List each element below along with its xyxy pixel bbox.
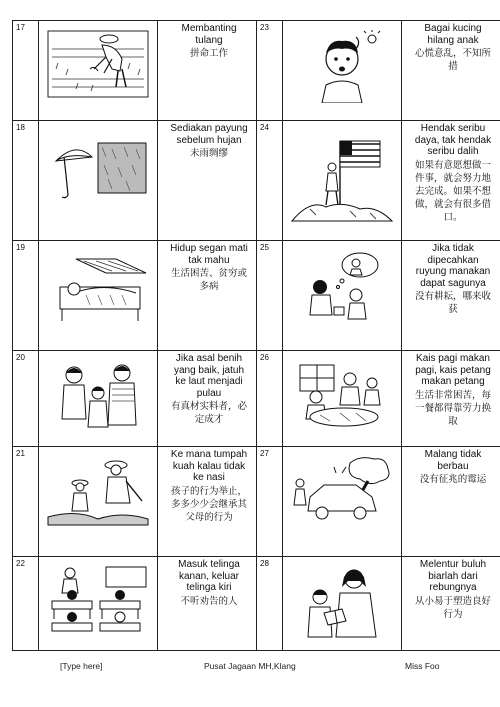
chinese-meaning: 没有耕耘，哪来收获 [414, 291, 491, 315]
malay-proverb: Jika asal benih yang baik, jatuh ke laut menjadi pulau [173, 353, 245, 399]
chinese-meaning: 孩子的行为举止，多多少少会继承其父母的行为 [170, 485, 247, 523]
illustration-cell [39, 241, 158, 351]
footer-placeholder: [Type here] [60, 661, 103, 671]
proverb-cell [158, 121, 257, 241]
row-number: 18 [13, 121, 39, 241]
farmer-planting-rice-icon [46, 29, 150, 99]
malay-proverb: Jika tidak dipecahkan ruyung manakan dapat sagunya [415, 243, 491, 289]
illustration-cell [283, 351, 402, 447]
chinese-meaning: 心慌意乱，不知所措 [414, 48, 491, 72]
sick-man-in-bed-icon [46, 255, 150, 325]
table-row [13, 447, 500, 557]
flag-on-mountain-icon [290, 129, 394, 225]
chinese-meaning: 如果有意愿想做一件事，就会努力地去完成。如果不想做，就会有很多借口。 [414, 159, 491, 223]
row-number: 24 [257, 121, 283, 241]
illustration-cell [39, 557, 158, 651]
row-number: 26 [257, 351, 283, 447]
proverb-cell [158, 241, 257, 351]
row-number: 21 [13, 447, 39, 557]
proverb-cell [402, 121, 500, 241]
row-number: 23 [257, 21, 283, 121]
illustration-cell [283, 557, 402, 651]
malay-proverb: Membanting tulang [181, 23, 237, 46]
row-number: 22 [13, 557, 39, 651]
proverb-cell [158, 21, 257, 121]
row-number: 25 [257, 241, 283, 351]
illustration-cell [39, 447, 158, 557]
row-number: 27 [257, 447, 283, 557]
malay-proverb: Bagai kucing hilang anak [424, 23, 482, 46]
proverb-cell [402, 241, 500, 351]
classroom-icon [46, 563, 150, 641]
malay-proverb: Hendak seribu daya, tak hendak seribu dalih [414, 123, 492, 157]
family-eating-icon [290, 359, 394, 435]
table-row [13, 351, 500, 447]
thinking-students-icon [290, 249, 394, 327]
malay-proverb: Masuk telinga kanan, keluar telinga kiri [178, 559, 240, 593]
table-row [13, 121, 500, 241]
chinese-meaning: 从小易于塑造良好行为 [414, 595, 491, 620]
footer-center-text: Pusat Jagaan MH,Klang [204, 661, 296, 671]
proverb-cell [402, 557, 500, 651]
malay-proverb: Sediakan payung sebelum hujan [170, 123, 248, 146]
table-row [13, 21, 500, 121]
mother-reading-child-icon [290, 563, 394, 641]
table-row [13, 557, 500, 651]
row-number: 28 [257, 557, 283, 651]
illustration-cell [283, 447, 402, 557]
chinese-meaning: 没有征兆的霉运 [419, 474, 487, 485]
malay-proverb: Melentur buluh biarlah dari rebungnya [419, 559, 487, 593]
row-number: 17 [13, 21, 39, 121]
chinese-meaning: 生活非常困苦，每一餐都得靠劳力换取 [414, 389, 491, 427]
illustration-cell [39, 351, 158, 447]
proverb-cell [158, 351, 257, 447]
illustration-cell [39, 21, 158, 121]
table-row [13, 241, 500, 351]
proverb-cell [158, 447, 257, 557]
malay-proverb: Hidup segan mati tak mahu [170, 243, 248, 266]
proverb-cell [402, 21, 500, 121]
proverb-cell [158, 557, 257, 651]
proverb-cell [402, 447, 500, 557]
umbrella-rain-icon [46, 135, 150, 215]
illustration-cell [283, 21, 402, 121]
row-number: 20 [13, 351, 39, 447]
father-son-farming-icon [46, 453, 150, 527]
tree-falls-on-car-icon [290, 453, 394, 525]
malay-proverb: Malang tidak berbau [424, 449, 482, 472]
illustration-cell [283, 121, 402, 241]
worried-boy-icon [290, 29, 394, 103]
illustration-cell [283, 241, 402, 351]
chinese-meaning: 未雨绸缪 [189, 148, 228, 159]
chinese-meaning: 拼命工作 [189, 48, 228, 59]
proverb-cell [402, 351, 500, 447]
illustration-cell [39, 121, 158, 241]
row-number: 19 [13, 241, 39, 351]
chinese-meaning: 有真材实料者，必定成才 [170, 401, 247, 425]
malay-proverb: Kais pagi makan pagi, kais petang makan petang [415, 353, 491, 387]
footer-author: Miss Foo [405, 661, 440, 671]
chinese-meaning: 生活困苦、贫穷或多病 [170, 268, 247, 292]
proverb-table [12, 20, 500, 651]
chinese-meaning: 不听劝告的人 [180, 595, 238, 607]
family-icon [46, 359, 150, 435]
malay-proverb: Ke mana tumpah kuah kalau tidak ke nasi [170, 449, 248, 483]
